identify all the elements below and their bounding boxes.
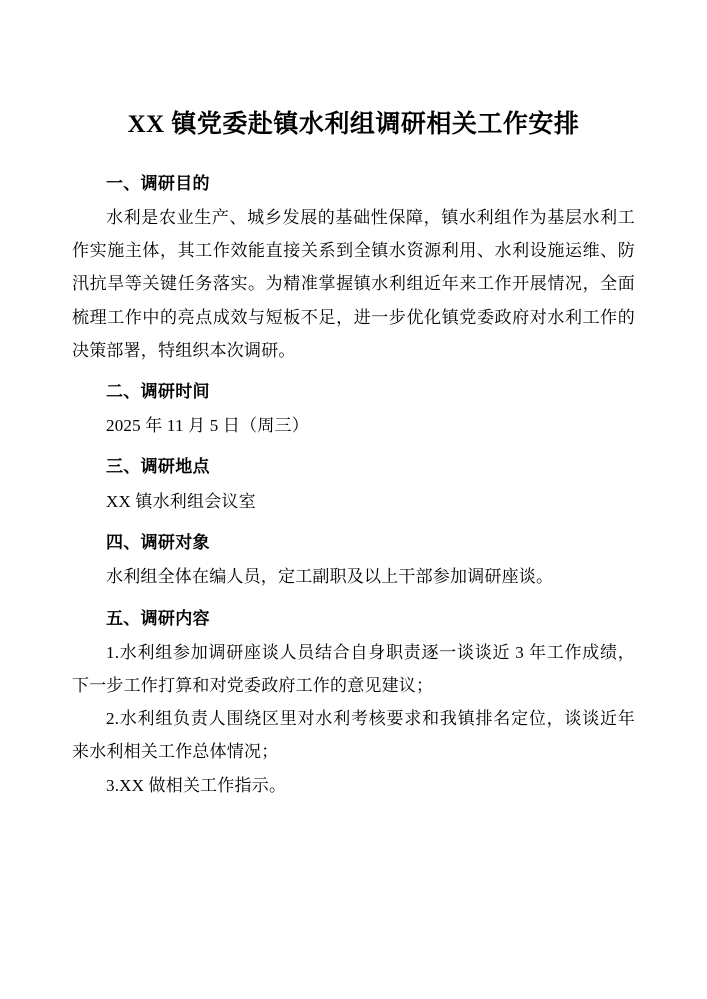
section-location — [72, 451, 635, 518]
page-title: XX 镇党委赴镇水利组调研相关工作安排 — [127, 111, 580, 138]
paragraph: XX 镇水利组会议室 — [106, 491, 256, 511]
section-heading: 三、调研地点 — [106, 457, 210, 477]
section-heading: 四、调研对象 — [106, 533, 210, 553]
section-heading: 五、调研内容 — [106, 608, 210, 628]
section-heading: 一、调研目的 — [106, 173, 210, 193]
section-participants — [72, 527, 635, 594]
section-time — [72, 376, 635, 443]
paragraph: 1.水利组参加调研座谈人员结合自身职责逐一谈谈近 3 年工作成绩，下一步工作打算和对党委政府工作的意见建议； — [72, 643, 635, 696]
section-content — [72, 603, 635, 802]
section-heading: 二、调研时间 — [106, 381, 210, 401]
paragraph: 3.XX 做相关工作指示。 — [106, 775, 287, 795]
paragraph: 水利组全体在编人员，定工副职及以上干部参加调研座谈。 — [106, 567, 554, 587]
section-purpose — [72, 168, 635, 367]
paragraph: 水利是农业生产、城乡发展的基础性保障，镇水利组作为基层水利工作实施主体，其工作效能直接关系到全镇水资源利用、水利设施运维、防汛抗旱等关键任务落实。为精准掌握镇水利组近年来工作开展情况，全面梳理工作中的亮点成效与短板不足，进一步优化镇党委政府对水利工作的决策部署，特组织本次调研。 — [72, 208, 635, 360]
paragraph: 2025 年 11 月 5 日（周三） — [106, 416, 309, 436]
paragraph: 2.水利组负责人围绕区里对水利考核要求和我镇排名定位，谈谈近年来水利相关工作总体情况； — [72, 709, 635, 762]
